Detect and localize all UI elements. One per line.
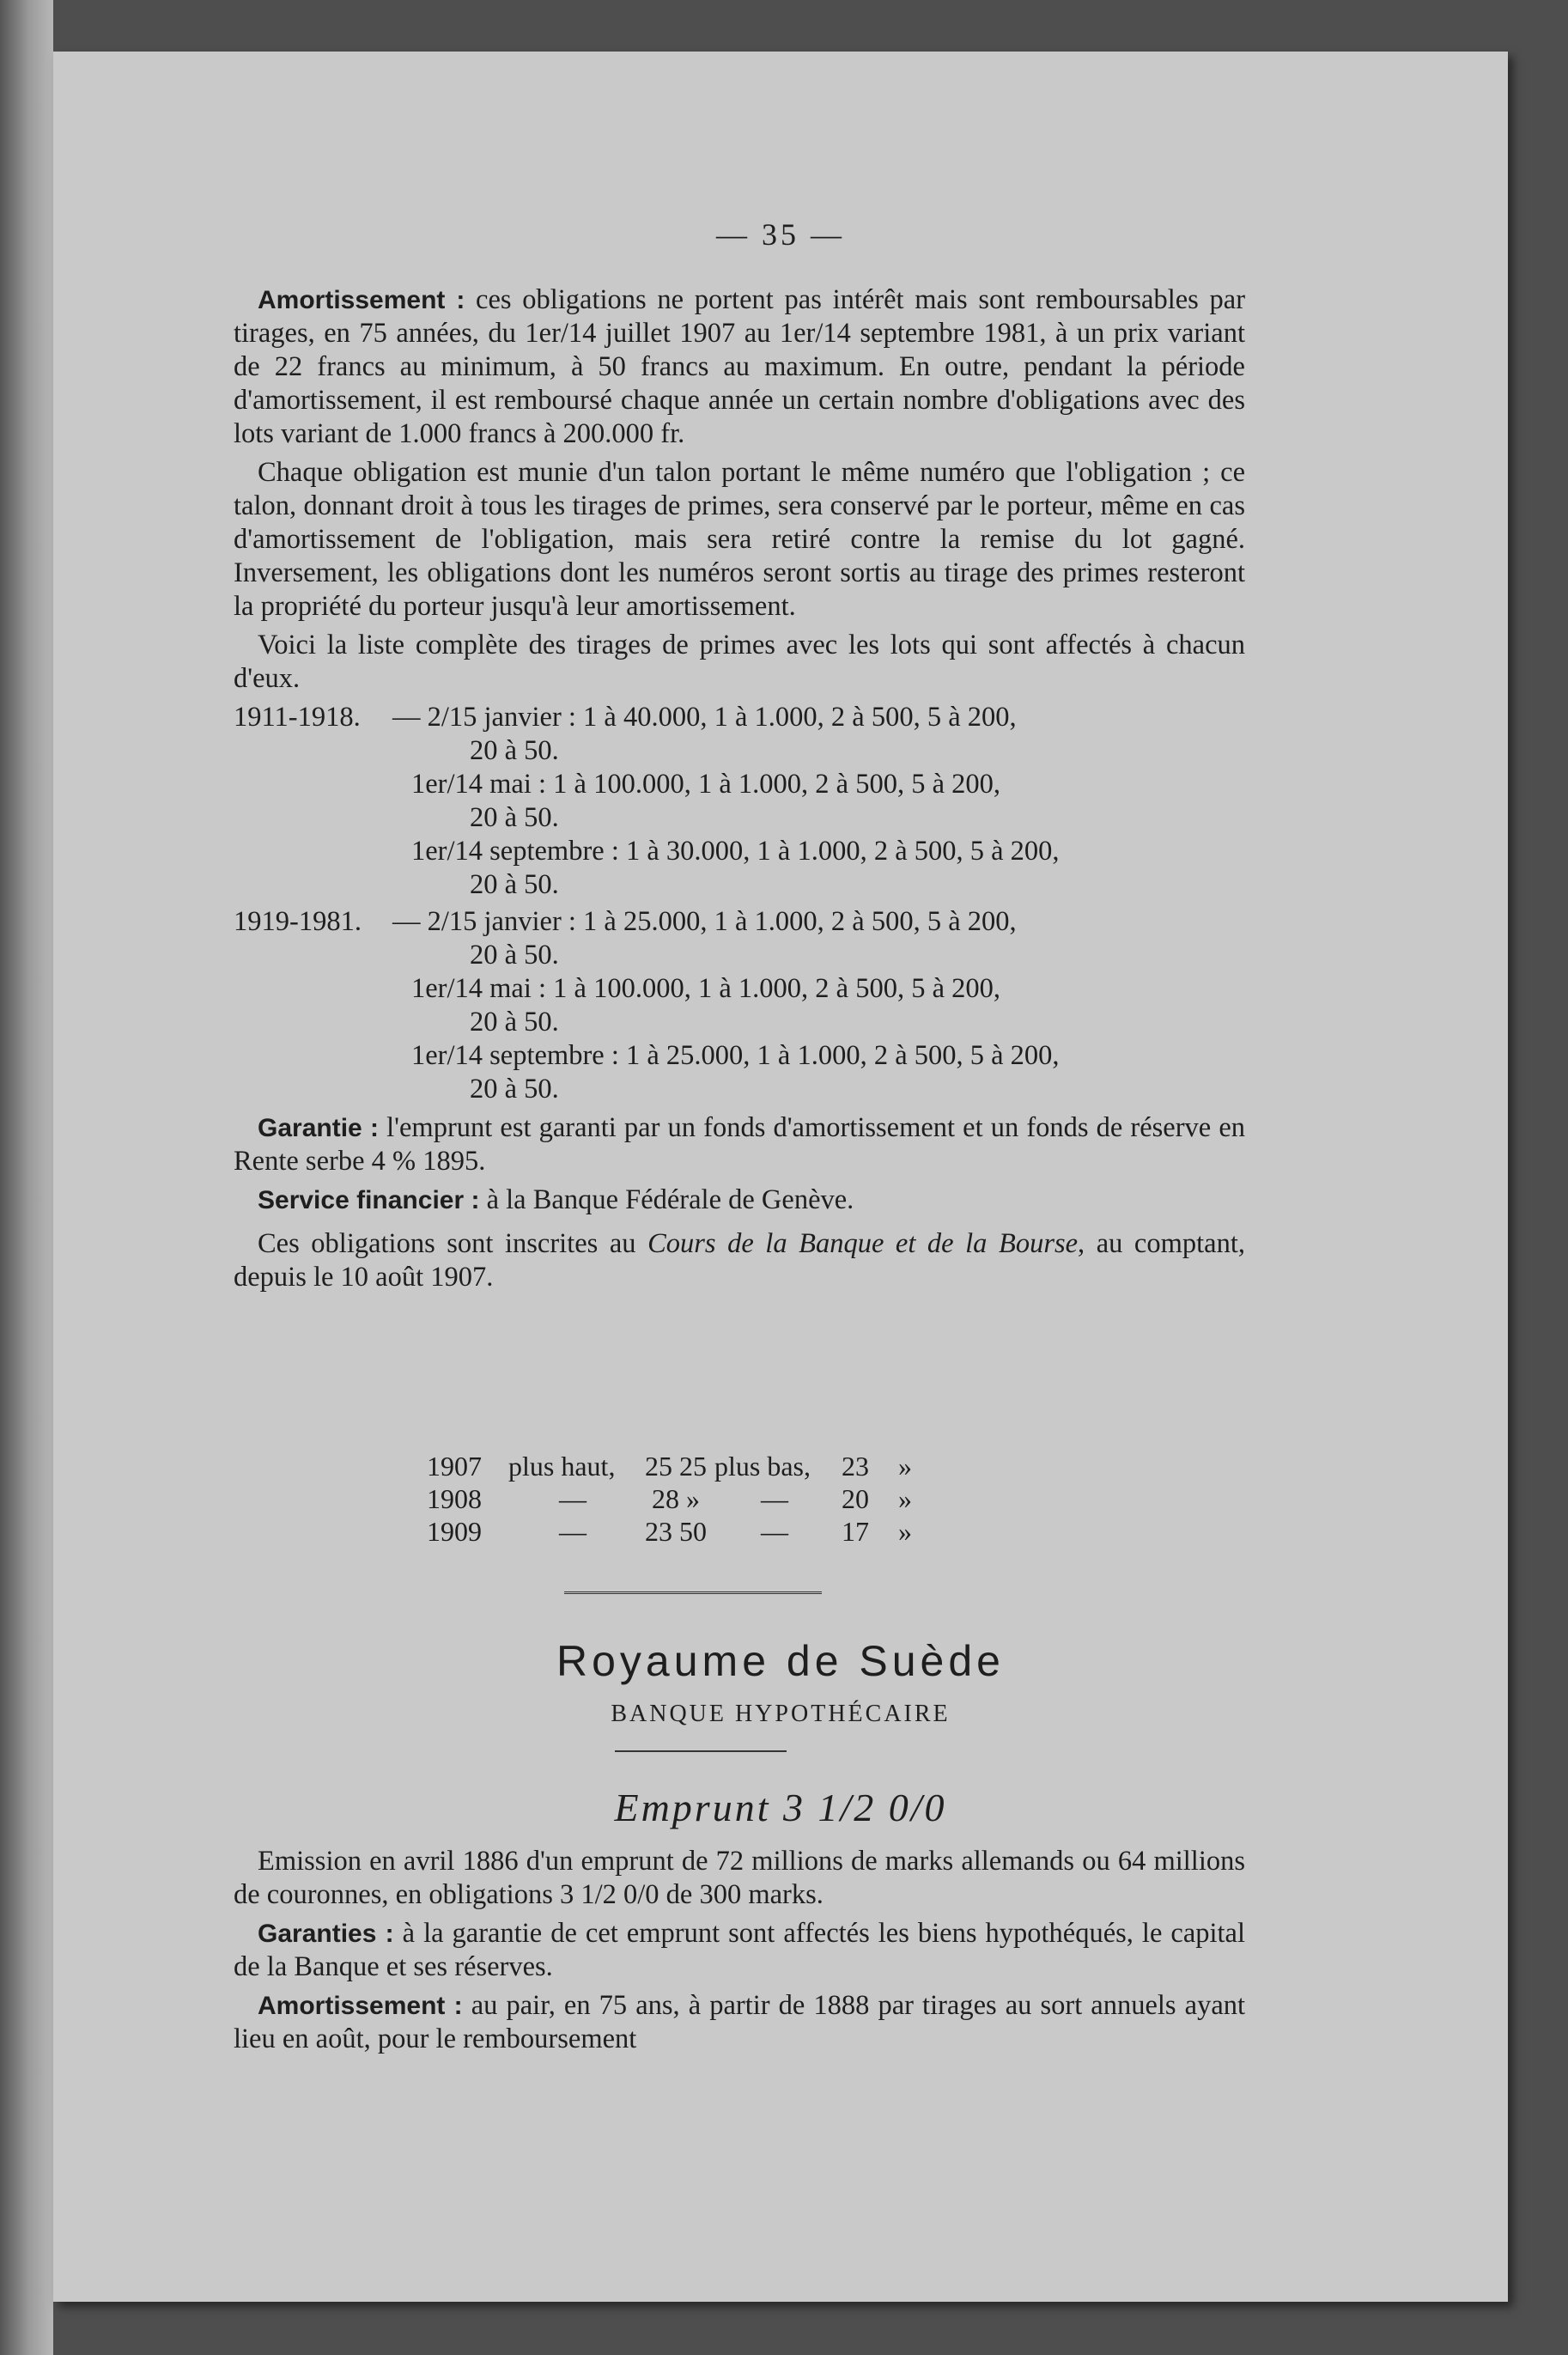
price-dash: —: [559, 1516, 586, 1547]
price-dash: —: [559, 1483, 586, 1514]
price-year: 1908: [427, 1483, 482, 1514]
price-dash: —: [761, 1516, 788, 1547]
section-heading: Royaume de Suède: [556, 1637, 1005, 1685]
garantie-paragraph: [234, 1111, 1245, 1178]
tirage-line: 1er/14 mai : 1 à 100.000, 1 à 1.000, 2 à 500, 5 à 200,: [411, 769, 1000, 800]
tirage-line: 1er/14 septembre : 1 à 25.000, 1 à 1.000, 2 à 500, 5 à 200,: [411, 1040, 1060, 1071]
serbia-body: [234, 283, 1245, 1299]
price-high: 28 »: [652, 1483, 700, 1514]
amortissement-text-2: au pair, en 75 ans, à partir de 1888 par tirages au sort annuels ayant lieu en août, pour le remboursement: [234, 1990, 1246, 2054]
sweden-body: [234, 1845, 1245, 2061]
tirage-line: 20 à 50.: [470, 1007, 559, 1038]
tirage-line: — 2/15 janvier : 1 à 25.000, 1 à 1.000, 2 à 500, 5 à 200,: [392, 906, 1017, 937]
period-label: 1919-1981.: [234, 906, 362, 937]
garanties-label: Garanties :: [258, 1920, 394, 1948]
price-label: plus haut,: [508, 1451, 616, 1482]
tirage-line: 20 à 50.: [470, 735, 559, 766]
tirage-line: 20 à 50.: [470, 869, 559, 900]
tirage-row: [234, 701, 1245, 734]
amortissement-label-2: Amortissement :: [258, 1992, 463, 2020]
cours-text-pre: Ces obligations sont inscrites au: [258, 1228, 636, 1259]
service-text: à la Banque Fédérale de Genève.: [486, 1184, 854, 1215]
tirage-line: 20 à 50.: [470, 1074, 559, 1104]
price-table: [427, 1450, 912, 1548]
loan-title: Emprunt 3 1/2 0/0: [614, 1786, 947, 1829]
price-year: 1907: [427, 1451, 482, 1482]
tirage-line: 1er/14 septembre : 1 à 30.000, 1 à 1.000, 2 à 500, 5 à 200,: [411, 836, 1060, 867]
emission-paragraph: Emission en avril 1886 d'un emprunt de 72 millions de marks allemands ou 64 millions de couronnes, en obligations 3 1/2 0/0 de 300 marks.: [234, 1846, 1245, 1910]
tirage-line: 20 à 50.: [470, 940, 559, 971]
garanties-text: à la garantie de cet emprunt sont affectés les biens hypothéqués, le capital de la Banque et ses réserves.: [234, 1918, 1246, 1982]
price-high: 23 50: [645, 1516, 707, 1547]
period-label: 1911-1918.: [234, 702, 361, 733]
cours-text-post: , au comptant, depuis le 10 août 1907.: [234, 1228, 1245, 1293]
liste-paragraph: Voici la liste complète des tirages de primes avec les lots qui sont affectés à chacun d'eux.: [234, 630, 1245, 694]
document-page: [53, 52, 1508, 2302]
price-high: 25 25: [645, 1451, 707, 1482]
garantie-text: l'emprunt est garanti par un fonds d'amortissement et un fonds de réserve en Rente serbe 4 % 1895.: [234, 1112, 1245, 1177]
page-number: — 35 —: [716, 217, 845, 252]
tirage-line: 1er/14 mai : 1 à 100.000, 1 à 1.000, 2 à 500, 5 à 200,: [411, 973, 1000, 1004]
price-low: 17: [842, 1516, 869, 1547]
section-divider: [564, 1591, 822, 1594]
talon-paragraph: Chaque obligation est munie d'un talon portant le même numéro que l'obligation ; ce talon, donnant droit à tous les tirages de primes, sera conservé par le porteur, même en cas d'amortissement de l'obligation, mais sera retiré contre la remise du lot gagné. Inversement, les obligations dont les numéros seront sortis au tirage des primes resteront la propriété du porteur jusqu'à leur amortissement.: [234, 457, 1245, 622]
tirage-line: — 2/15 janvier : 1 à 40.000, 1 à 1.000, 2 à 500, 5 à 200,: [392, 702, 1017, 733]
tirages-table: [234, 701, 1245, 1106]
service-label: Service financier :: [258, 1186, 480, 1214]
amortissement-paragraph: [234, 283, 1245, 451]
subheading-rule: [615, 1750, 787, 1752]
price-row: [427, 1515, 912, 1548]
garantie-label: Garantie :: [258, 1114, 380, 1142]
price-dash: —: [761, 1483, 788, 1514]
price-year: 1909: [427, 1516, 482, 1547]
price-mark: »: [898, 1483, 912, 1514]
amortissement-label: Amortissement :: [258, 286, 465, 314]
price-row: [427, 1450, 912, 1482]
price-mark: »: [898, 1451, 912, 1482]
price-label: plus bas,: [714, 1451, 811, 1482]
book-spine: [0, 0, 53, 2355]
tirage-row: [234, 905, 1245, 939]
cours-paragraph: [234, 1227, 1245, 1294]
section-subheading: BANQUE HYPOTHÉCAIRE: [611, 1701, 951, 1727]
price-mark: »: [898, 1516, 912, 1547]
service-paragraph: [234, 1184, 1245, 1217]
amortissement-paragraph-2: [234, 1989, 1245, 2056]
amortissement-text: ces obligations ne portent pas intérêt mais sont remboursables par tirages, en 75 années, du 1er/14 juillet 1907 au 1er/14 septembre 1981, à un prix variant de 22 francs au minimum, à 50 francs au maximum. En outre, pendant la période d'amortissement, il est remboursé chaque année un certain nombre d'obligations avec des lots variant de 1.000 francs à 200.000 fr.: [234, 284, 1246, 449]
price-low: 23: [842, 1451, 869, 1482]
garanties-paragraph: [234, 1917, 1245, 1984]
tirage-line: 20 à 50.: [470, 802, 559, 833]
cours-italic: Cours de la Banque et de la Bourse: [647, 1228, 1079, 1259]
price-low: 20: [842, 1483, 869, 1514]
price-row: [427, 1482, 912, 1515]
